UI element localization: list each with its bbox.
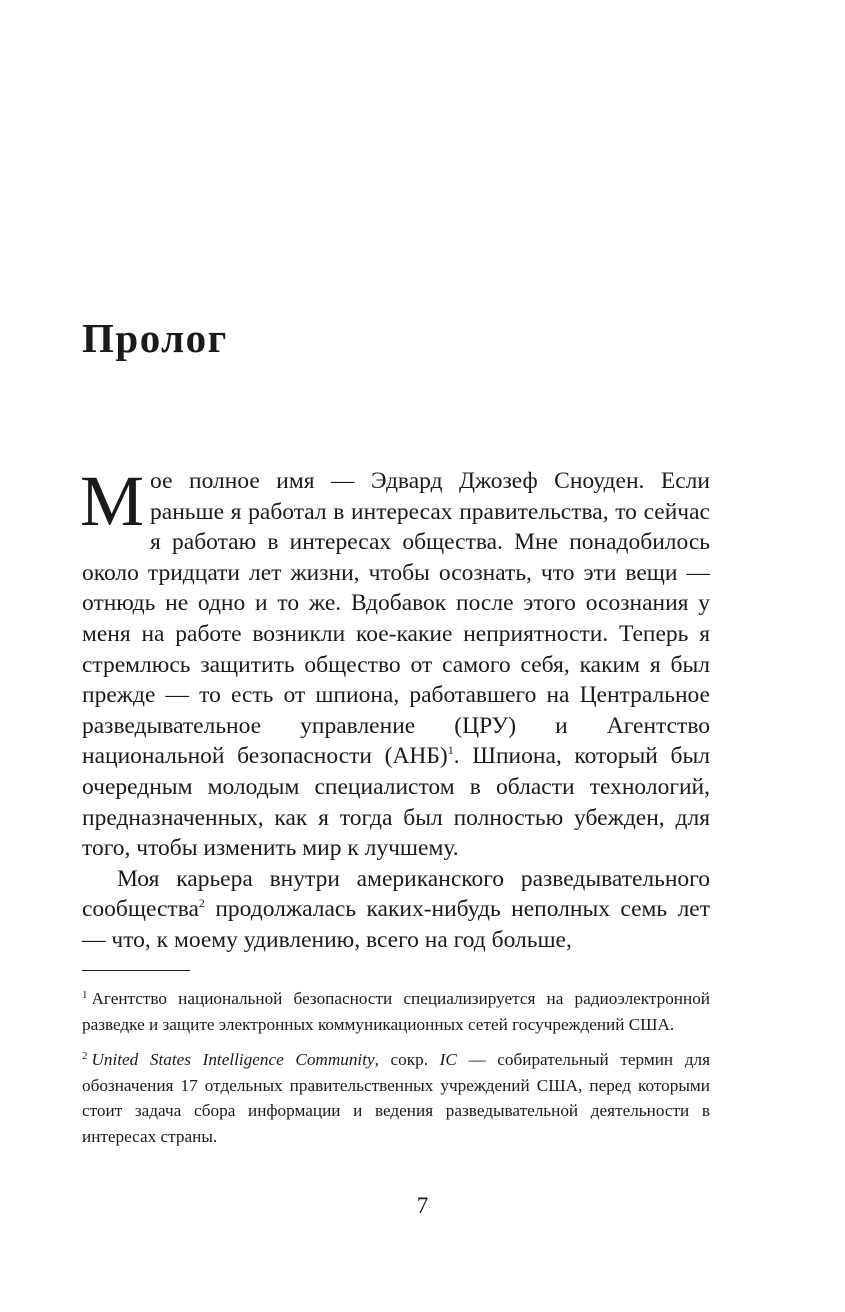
footnote-2 [82,1047,710,1149]
paragraph-2 [82,864,710,956]
footnote-1 [82,986,710,1037]
footnote-1-text: Агентство национальной безопасности специализируется на радиоэлектронной разведке и защите электронных коммуникационных сетей госучреждений США. [82,989,710,1034]
paragraph-1-text-a: ое полное имя — Эдвард Джозеф Сноуден. Если раньше я работал в интересах правительства, то сейчас я работаю в интересах общества. Мне понадобилось около тридцати лет жизни, чтобы осознать, что эти вещи — отнюдь не одно и то же. Вдобавок после этого осознания у меня на работе возникли кое-какие неприятности. Теперь я стремлюсь защитить общество от самого себя, каким я был прежде — то есть от шпиона, работавшего на Центральное разведывательное управление (ЦРУ) и Агентство национальной безопасности (АНБ) [82,468,710,770]
footnote-2-term: United States Intelligence Community [91,1050,375,1070]
footnote-2-text: — собирательный термин для обозначения 17 отдельных правительственных учреждений США, перед которыми стоит задача сбора информации и ведения разведывательной деятельности в интересах страны. [82,1050,710,1146]
chapter-title: Пролог [82,315,228,361]
footnotes [82,986,710,1160]
paragraph-1-text-b: . Шпиона, который был очередным молодым специалистом в области технологий, предназначенных, как я тогда был полностью убежден, для того, чтобы изменить мир к лучшему. [82,743,710,862]
paragraph-1 [80,461,710,864]
footnote-2-mid: , сокр. [374,1050,440,1070]
body-text [80,461,710,956]
footnote-separator [82,970,190,971]
footnote-ref-1: 1 [447,743,454,758]
page-number: 7 [416,1193,429,1218]
footnote-1-mark: 1 [82,988,88,1001]
footnote-ref-2: 2 [198,896,205,911]
paragraph-2-text-b: продолжалась каких-нибудь неполных семь лет — что, к моему удивлению, всего на год больше, [82,896,710,953]
footnote-2-mark: 2 [82,1050,88,1063]
drop-cap: М [80,461,145,541]
paragraph-2-text-a: Моя карьера внутри американского разведывательного сообщества [82,865,710,923]
footnote-2-abbr: IC [439,1050,457,1070]
